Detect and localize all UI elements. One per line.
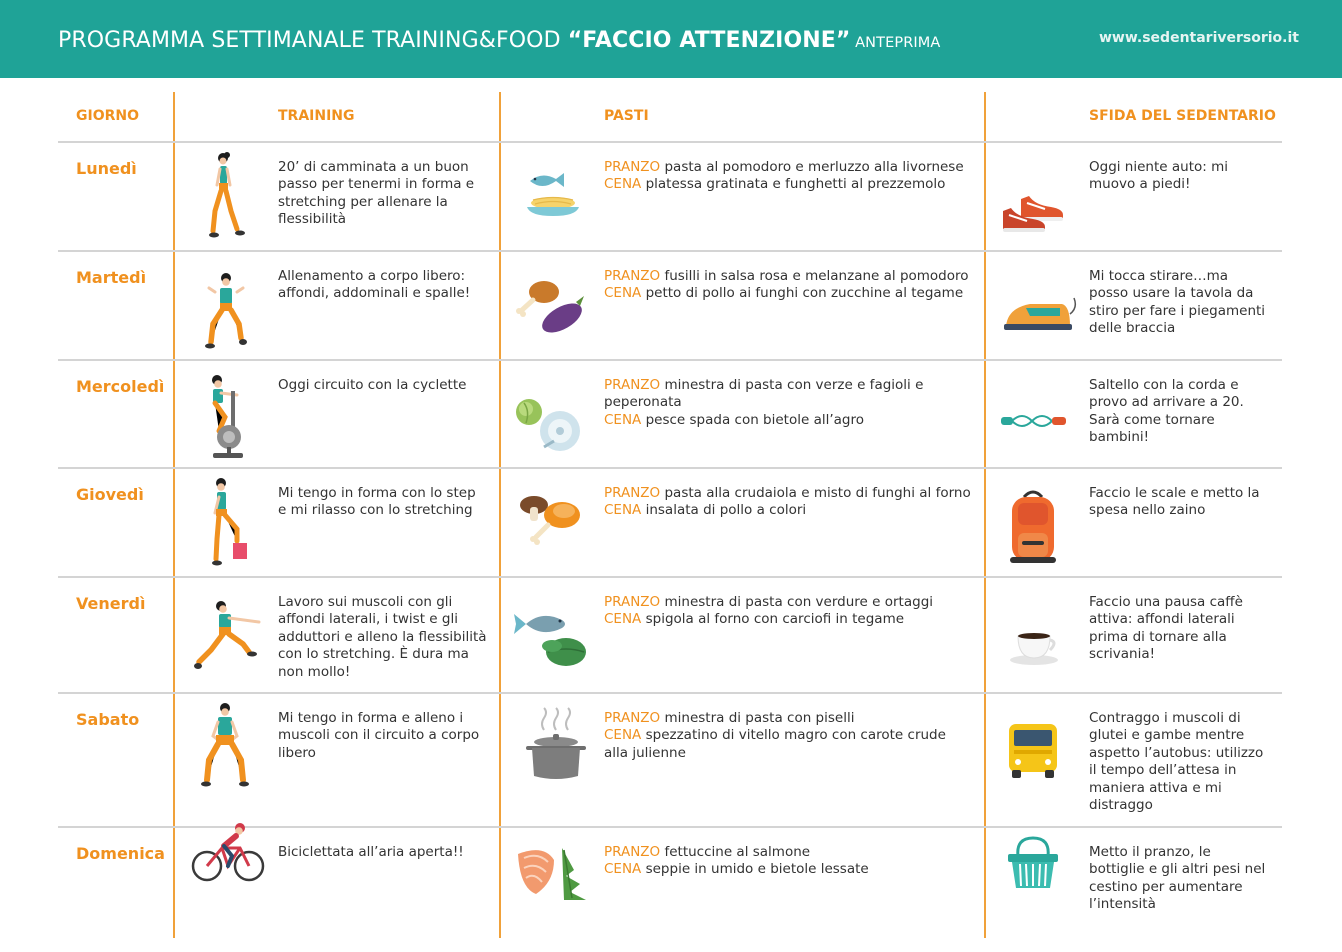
cooking-pot-icon [524,706,588,782]
exercise-bike-icon [203,373,251,463]
coffee-cup-icon [1008,626,1060,666]
column-divider [173,92,175,938]
meals-text: PRANZO pasta al pomodoro e merluzzo alla livornese CENA platessa gratinata e funghetti al prezzemolo [604,159,964,193]
challenge-text: Faccio le scale e metto la spesa nello zaino [1089,485,1260,519]
basket-icon [1006,836,1060,890]
day-label: Lunedì [76,159,137,178]
backpack-icon [1008,489,1058,565]
mushroom-chicken-icon [518,493,588,547]
side-lunge-woman-icon [193,600,263,670]
row-divider [58,467,1282,469]
day-label: Sabato [76,710,140,729]
row-divider [58,692,1282,694]
cabbage-swordfish-icon [514,397,584,453]
column-divider [499,92,501,938]
challenge-text: Saltello con la corda e provo ad arrivare a 20. Sarà come tornare bambini! [1089,377,1244,446]
lunge-woman-icon [203,272,251,350]
row-divider [58,359,1282,361]
meals-text: PRANZO minestra di pasta con verdure e ortaggi CENA spigola al forno con carciofi in tegame [604,594,934,628]
salmon-greens-icon [514,844,590,904]
column-divider [984,92,986,938]
fish-pasta-icon [524,169,582,217]
row-divider [58,250,1282,252]
meals-text: PRANZO fettuccine al salmone CENA seppie in umido e bietole lessate [604,844,869,878]
step-woman-icon [207,477,251,567]
jump-rope-icon [1000,409,1070,433]
day-label: Martedì [76,268,147,287]
cyclist-icon [190,822,266,886]
sneakers-icon [1001,191,1067,233]
training-text: Lavoro sui muscoli con gli affondi laterali, i twist e gli adduttori e alleno la flessibilità con lo stretching. È dura ma non mollo! [278,594,487,680]
column-header-meals: PASTI [604,108,649,124]
page-title: PROGRAMMA SETTIMANALE TRAINING&FOOD “FACCIO ATTENZIONE” ANTEPRIMA [58,28,941,53]
meals-text: PRANZO fusilli in salsa rosa e melanzane al pomodoro CENA petto di pollo ai funghi con zucchine al tegame [604,268,969,302]
squat-woman-icon [201,702,249,790]
meals-text: PRANZO minestra di pasta con verze e fagioli e peperonata CENA pesce spada con bietole all’agro [604,377,924,428]
challenge-text: Contraggo i muscoli di glutei e gambe mentre aspetto l’autobus: utilizzo il tempo dell’attesa in maniera attiva e mi distraggo [1089,710,1264,814]
day-label: Mercoledì [76,377,165,396]
training-text: Allenamento a corpo libero: affondi, addominali e spalle! [278,268,471,302]
header-bar [0,0,1342,78]
website-link[interactable]: www.sedentariversorio.it [1099,30,1299,46]
training-text: 20’ di camminata a un buon passo per tenermi in forma e stretching per allenare la flessibilità [278,159,475,228]
column-header-day: GIORNO [76,108,139,124]
training-text: Biciclettata all’aria aperta!! [278,844,464,860]
training-text: Oggi circuito con la cyclette [278,377,467,393]
challenge-text: Faccio una pausa caffè attiva: affondi laterali prima di tornare alla scrivania! [1089,594,1243,663]
meals-text: PRANZO minestra di pasta con piselli CENA spezzatino di vitello magro con carote crude alla julienne [604,710,946,761]
day-label: Venerdì [76,594,146,613]
row-divider [58,141,1282,143]
challenge-text: Mi tocca stirare…ma posso usare la tavola da stiro per fare i piegamenti delle braccia [1089,268,1266,337]
day-label: Giovedì [76,485,144,504]
challenge-text: Metto il pranzo, le bottiglie e gli altri pesi nel cestino per aumentare l’intensità [1089,844,1266,913]
column-header-training: TRAINING [278,108,355,124]
training-text: Mi tengo in forma e alleno i muscoli con il circuito a corpo libero [278,710,480,761]
day-label: Domenica [76,844,165,863]
walking-woman-icon [205,149,249,239]
bus-icon [1006,722,1060,780]
column-header-challenge: SFIDA DEL SEDENTARIO [1089,108,1276,124]
meals-text: PRANZO pasta alla crudaiola e misto di funghi al forno CENA insalata di pollo a colori [604,485,971,519]
challenge-text: Oggi niente auto: mi muovo a piedi! [1089,159,1228,193]
fish-spinach-icon [512,606,588,672]
iron-icon [1000,294,1078,332]
training-text: Mi tengo in forma con lo step e mi rilasso con lo stretching [278,485,476,519]
chicken-eggplant-icon [514,276,586,336]
row-divider [58,576,1282,578]
